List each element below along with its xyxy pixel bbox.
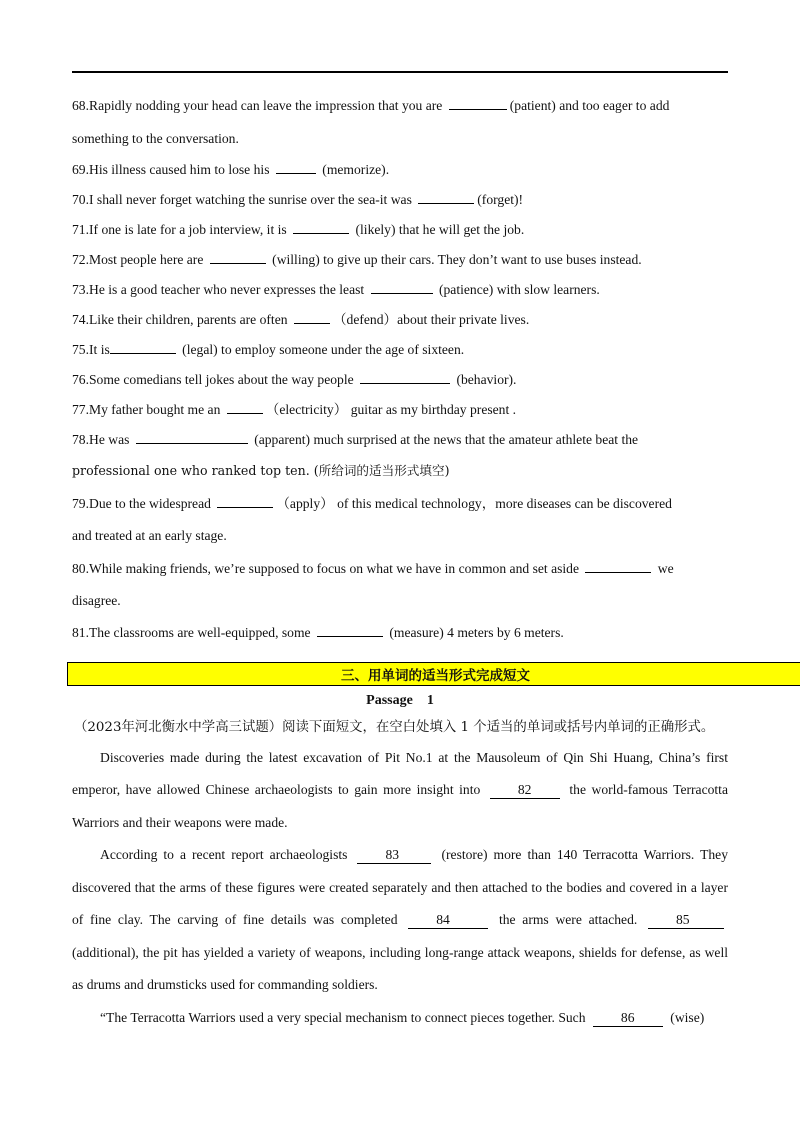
passage-text: (additional), the pit has yielded a variety of weapons, including long-range attack weapons, shields for defense, as well as drums and drumsticks used for commanding soldiers.: [72, 944, 728, 992]
answer-blank[interactable]: [585, 560, 651, 573]
question-number: 72.: [72, 252, 89, 267]
question-text: He is a good teacher who never expresses the least: [89, 282, 368, 297]
section-header: [67, 662, 800, 686]
question-text: （electricity） guitar as my birthday present .: [265, 402, 517, 417]
answer-blank[interactable]: [449, 97, 507, 110]
question-text: Due to the widespread: [89, 495, 215, 511]
question-75: [72, 335, 728, 365]
question-text: (behavior).: [453, 372, 517, 387]
passage-text: (restore) more than 140 Terracotta Warriors. They discovered that the arms of these figures were created separately and then attached to the bodies and covered in a layer of fine clay. The carving of fine details was completed: [72, 847, 728, 927]
question-number: 77.: [72, 402, 89, 417]
question-78-continued: professional one who ranked top ten. (所给词的适当形式填空): [72, 463, 450, 478]
passage-paragraph-1: [72, 742, 728, 840]
question-text: He was: [89, 432, 133, 447]
question-68-continued: something to the conversation.: [72, 130, 239, 146]
answer-blank-83[interactable]: 83: [357, 847, 431, 864]
question-number: 81.: [72, 624, 89, 640]
answer-blank[interactable]: [227, 401, 263, 414]
question-number: 68.: [72, 98, 89, 113]
passage-text: the arms were attached.: [492, 912, 644, 927]
answer-blank[interactable]: [294, 311, 330, 324]
question-text: Like their children, parents are often: [89, 312, 291, 327]
answer-blank[interactable]: [210, 251, 266, 264]
question-text: （apply） of this medical technology，more diseases can be discovered: [276, 495, 672, 511]
question-80-continued: disagree.: [72, 593, 121, 608]
question-76: [72, 365, 728, 395]
question-text: The classrooms are well-equipped, some: [89, 624, 314, 640]
passage-title: Passage 1: [366, 692, 434, 708]
question-text: I shall never forget watching the sunrise over the sea-it was: [89, 192, 416, 207]
question-number: 70.: [72, 192, 89, 207]
question-text: (apparent) much surprised at the news that the amateur athlete beat the: [250, 432, 639, 447]
question-text: It is: [89, 342, 110, 357]
answer-blank-86[interactable]: 86: [593, 1010, 663, 1027]
question-text: we: [654, 560, 674, 576]
section-title: 三、用单词的适当形式完成短文: [341, 667, 530, 684]
question-73: [72, 275, 728, 305]
question-number: 69.: [72, 162, 89, 177]
question-number: 80.: [72, 560, 89, 576]
question-70: [72, 185, 728, 215]
question-text: My father bought me an: [89, 402, 224, 417]
question-number: 76.: [72, 372, 89, 387]
question-number: 73.: [72, 282, 89, 297]
answer-blank[interactable]: [217, 495, 273, 508]
question-text: While making friends, we’re supposed to focus on what we have in common and set aside: [89, 560, 583, 576]
question-79: [72, 488, 728, 521]
passage-text: According to a recent report archaeologists: [100, 847, 354, 862]
question-number: 74.: [72, 312, 89, 327]
header-rule: [72, 71, 728, 73]
question-text: (legal) to employ someone under the age of sixteen.: [178, 342, 465, 357]
answer-blank[interactable]: [371, 281, 433, 294]
question-80: [72, 553, 728, 586]
answer-blank-84[interactable]: 84: [408, 912, 488, 929]
question-text: (willing) to give up their cars. They don’t want to use buses instead.: [268, 252, 642, 267]
answer-blank[interactable]: [293, 221, 349, 234]
answer-blank[interactable]: [360, 371, 450, 384]
question-text: (patience) with slow learners.: [435, 282, 600, 297]
question-68: [72, 90, 728, 123]
question-number: 75.: [72, 342, 89, 357]
passage-paragraph-2: [72, 839, 728, 1002]
question-81: [72, 618, 728, 648]
passage-paragraph-3: [72, 1002, 728, 1035]
question-text: If one is late for a job interview, it is: [89, 222, 291, 237]
question-79-continued: and treated at an early stage.: [72, 528, 227, 543]
answer-blank[interactable]: [136, 431, 248, 444]
question-text: （defend）about their private lives.: [332, 312, 530, 327]
answer-blank[interactable]: [110, 341, 176, 354]
answer-blank[interactable]: [418, 191, 474, 204]
question-text: (forget)!: [477, 192, 524, 207]
passage-instructions: （2023年河北衡水中学高三试题）阅读下面短文，在空白处填入 1 个适当的单词或括号内单词的正确形式。: [74, 719, 715, 735]
question-71: [72, 215, 728, 245]
question-text: (measure) 4 meters by 6 meters.: [385, 624, 564, 640]
question-text: His illness caused him to lose his: [89, 162, 273, 177]
answer-blank[interactable]: [276, 161, 316, 174]
question-74: [72, 305, 728, 335]
passage-text: “The Terracotta Warriors used a very special mechanism to connect pieces together. Such: [100, 1009, 589, 1025]
passage-text: (wise): [666, 1009, 705, 1025]
answer-blank-85[interactable]: 85: [648, 912, 724, 929]
question-number: 79.: [72, 495, 89, 511]
passage-text: the world-famous Terracotta Warriors and their weapons were made.: [72, 782, 728, 830]
question-text: (patient) and too eager to add: [509, 98, 670, 113]
answer-blank-82[interactable]: 82: [490, 782, 560, 799]
question-number: 78.: [72, 432, 89, 447]
question-text: Most people here are: [89, 252, 207, 267]
worksheet-content: [72, 90, 728, 1034]
question-text: (likely) that he will get the job.: [352, 222, 525, 237]
answer-blank[interactable]: [317, 624, 383, 637]
passage-text: Discoveries made during the latest excavation of Pit No.1 at the Mausoleum of Qin Shi Huang, China’s first emperor, have allowed Chinese archaeologists to gain more insight into: [72, 749, 728, 797]
question-78: [72, 425, 728, 455]
question-text: (memorize).: [318, 162, 390, 177]
question-number: 71.: [72, 222, 89, 237]
question-72: [72, 245, 728, 275]
question-77: [72, 395, 728, 425]
question-text: Rapidly nodding your head can leave the impression that you are: [89, 98, 446, 113]
question-69: [72, 155, 728, 185]
question-text: Some comedians tell jokes about the way people: [89, 372, 358, 387]
